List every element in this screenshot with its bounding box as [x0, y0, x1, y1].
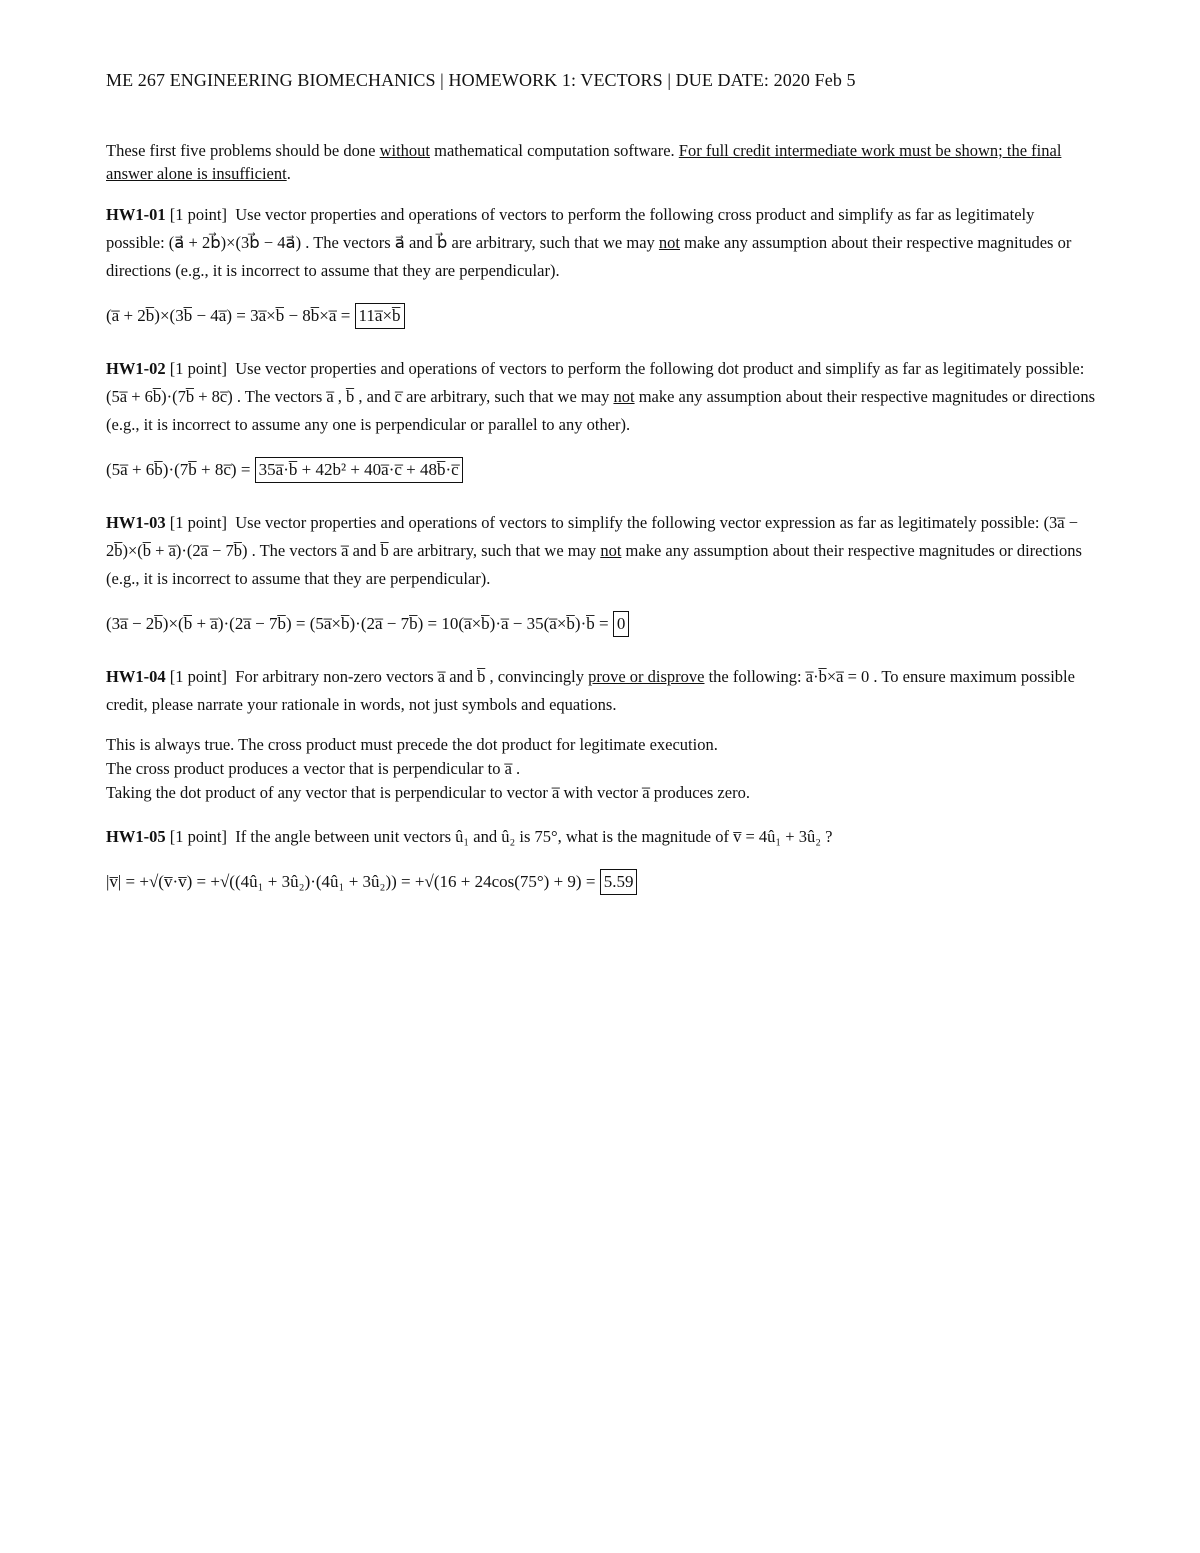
boxed-answer: 11a̅×b̅	[355, 303, 405, 329]
not-emphasis: not	[600, 541, 622, 560]
boxed-answer: 0	[613, 611, 630, 637]
solution-hw1-05	[106, 865, 1096, 899]
problem-expression: (a⃗ + 2b⃗)×(3b⃗ − 4a⃗)	[168, 233, 302, 252]
problem-points: [1 point]	[169, 667, 228, 686]
problem-hw1-05	[106, 823, 1096, 851]
problem-statement-c: make any assumption about their respective magnitudes or directions (e.g., it is incorrect to assume any one is perpendicular or parallel to any other).	[106, 387, 1096, 434]
answer-line: Taking the dot product of any vector that is perpendicular to vector a̅ with vector a̅ produces zero.	[106, 783, 750, 802]
boxed-answer: 5.59	[600, 869, 638, 895]
problem-statement: Use vector properties and operations of vectors to perform the following cross product and simplify as far as legitimately possible:	[106, 205, 1035, 252]
problem-id: HW1-02	[106, 359, 166, 378]
problem-statement: For arbitrary non-zero vectors a̅ and b̅ , convincingly	[235, 667, 589, 686]
problem-statement: Use vector properties and operations of vectors to simplify the following vector expression as far as legitimately possible:	[235, 513, 1044, 532]
intro-paragraph	[106, 139, 1096, 185]
problem-hw1-02	[106, 355, 1096, 439]
problem-statement-b: . The vectors a̅ and b̅ are arbitrary, such that we may	[247, 541, 601, 560]
intro-credit-note: For full credit intermediate work must be shown; the final answer alone is insufficient	[106, 141, 1062, 183]
boxed-answer: 35a̅·b̅ + 42b² + 40a̅·c̅ + 48b̅·c̅	[255, 457, 463, 483]
answer-line: The cross product produces a vector that is perpendicular to a̅ .	[106, 759, 521, 778]
problem-statement-b: . The vectors a̅ , b̅ , and c̅ are arbitrary, such that we may	[232, 387, 614, 406]
problem-hw1-03	[106, 509, 1096, 593]
problem-id: HW1-03	[106, 513, 166, 532]
solution-hw1-01	[106, 299, 1096, 333]
problem-id: HW1-04	[106, 667, 166, 686]
intro-text-2: mathematical computation software.	[430, 141, 679, 160]
intro-without: without	[379, 141, 430, 160]
problem-statement: Use vector properties and operations of vectors to perform the following dot product and simplify as far as legitimately possible:	[235, 359, 1085, 378]
solution-steps: (5a̅ + 6b̅)·(7b̅ + 8c̅) =	[106, 460, 255, 479]
solution-hw1-03	[106, 607, 1096, 641]
problem-statement-b: the following: a̅·b̅×a̅ = 0 . To ensure maximum possible credit, please narrate your rationale in words, not just symbols and equations.	[106, 667, 1075, 714]
problem-statement-b: . The vectors a⃗ and b⃗ are arbitrary, such that we may	[301, 233, 659, 252]
problem-points: [1 point]	[169, 359, 228, 378]
problem-points: [1 point]	[169, 205, 228, 224]
solution-hw1-02	[106, 453, 1096, 487]
problem-expression: (3a̅ − 2b̅)×(b̅ + a̅)·(2a̅ − 7b̅)	[106, 513, 1079, 560]
not-emphasis: not	[613, 387, 635, 406]
solution-steps: (a̅ + 2b̅)×(3b̅ − 4a̅) = 3a̅×b̅ − 8b̅×a̅ =	[106, 306, 355, 325]
not-emphasis: not	[658, 233, 681, 252]
problem-hw1-01	[106, 201, 1096, 285]
prove-or-disprove: prove or disprove	[588, 667, 705, 686]
solution-steps: (3a̅ − 2b̅)×(b̅ + a̅)·(2a̅ − 7b̅) = (5a̅×b̅)·(2a̅ − 7b̅) = 10(a̅×b̅)·a̅ − 35(a̅×b̅)·b̅ =	[106, 614, 613, 633]
solution-steps: |v̅| = +√(v̅·v̅) = +√((4û₁ + 3û₂)·(4û₁ + 3û₂)) = +√(16 + 24cos(75°) + 9) =	[106, 872, 600, 891]
answer-hw1-04	[106, 733, 1096, 805]
problem-hw1-04	[106, 663, 1096, 719]
problem-points: [1 point]	[169, 513, 228, 532]
problem-expression: (5a̅ + 6b̅)·(7b̅ + 8c̅)	[106, 387, 233, 406]
problem-id: HW1-05	[106, 827, 166, 846]
problem-statement: If the angle between unit vectors û₁ and û₂ is 75°, what is the magnitude of v̅ = 4û₁ + 3û₂ ?	[235, 827, 833, 846]
page-title: ME 267 ENGINEERING BIOMECHANICS | HOMEWORK 1: VECTORS | DUE DATE: 2020 Feb 5	[106, 70, 856, 90]
homework-page	[106, 70, 1096, 921]
problem-points: [1 point]	[169, 827, 228, 846]
problem-id: HW1-01	[106, 205, 166, 224]
problem-statement-c: make any assumption about their respective magnitudes or directions (e.g., it is incorrect to assume that they are perpendicular).	[106, 541, 1082, 588]
intro-text: These first five problems should be done	[106, 141, 380, 160]
intro-period: .	[286, 164, 291, 183]
problem-statement-c: make any assumption about their respective magnitudes or directions (e.g., it is incorrect to assume that they are perpendicular).	[106, 233, 1072, 280]
answer-line: This is always true. The cross product must precede the dot product for legitimate execution.	[106, 735, 718, 754]
